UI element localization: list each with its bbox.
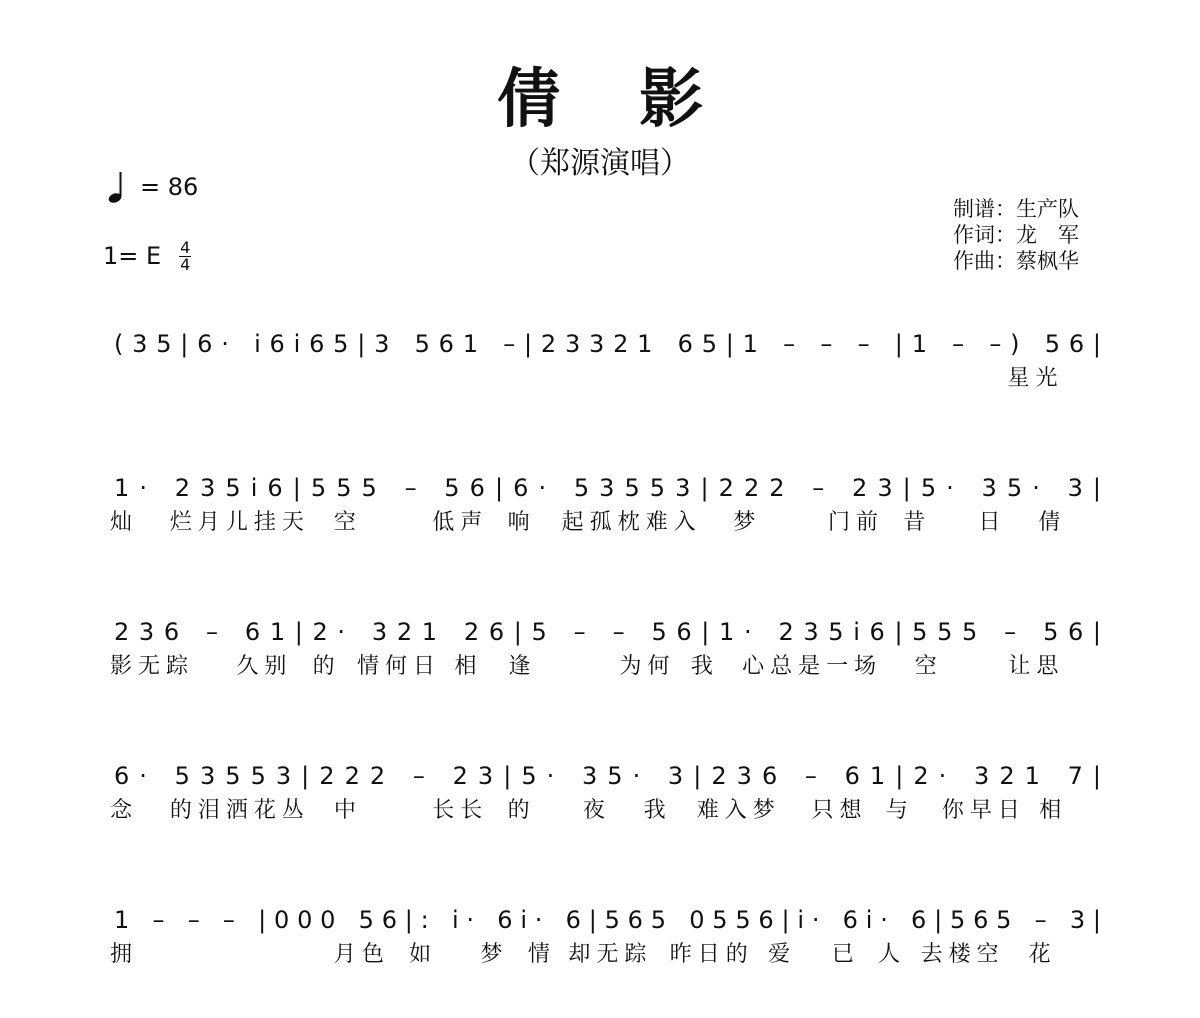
lyrics-line bbox=[110, 940, 1105, 970]
lyric-word: 起孤枕难入 bbox=[561, 510, 702, 535]
lyric-word: 已 bbox=[831, 942, 860, 967]
notation-line bbox=[110, 606, 1105, 658]
score-system-4 bbox=[110, 750, 1105, 840]
lyric-word: 情何日 bbox=[357, 654, 442, 679]
lyric-word: 你早日 bbox=[941, 798, 1026, 823]
score-system-3 bbox=[110, 606, 1105, 696]
notation-text: 1 – – – |000 56|: i· 6i· 6|565 0556|i· 6i· 6|565 – 3| bbox=[114, 906, 1102, 934]
key-signature bbox=[103, 236, 191, 276]
credit-value: 生产队 bbox=[1016, 197, 1079, 221]
credit-value: 龙 军 bbox=[1016, 223, 1079, 247]
lyric-word: 烂月儿挂天 bbox=[169, 510, 310, 535]
notation-text: 1· 235i6|555 – 56|6· 53553|222 – 23|5· 35· 3| bbox=[114, 474, 1101, 502]
credit-label: 作词： bbox=[953, 223, 1016, 247]
key-label: 1= E bbox=[103, 242, 162, 270]
lyric-word: 低声 bbox=[432, 510, 489, 535]
lyrics-line bbox=[110, 364, 1105, 394]
score-system-2 bbox=[110, 462, 1105, 552]
lyric-word: 影无踪 bbox=[110, 654, 195, 679]
lyric-word: 相 bbox=[454, 654, 483, 679]
lyric-word: 花 bbox=[1028, 942, 1057, 967]
lyrics-line bbox=[110, 652, 1105, 682]
notation-text: 6· 53553|222 – 23|5· 35· 3|236 – 61|2· 321 7| bbox=[114, 762, 1101, 790]
lyric-word: 中 bbox=[333, 798, 362, 823]
lyric-word: 为何 bbox=[619, 654, 676, 679]
credit-label: 制谱： bbox=[953, 197, 1016, 221]
lyric-word: 长长 bbox=[432, 798, 489, 823]
notation-text: 236 – 61|2· 321 26|5 – – 56|1· 235i6|555 – 56| bbox=[114, 618, 1101, 646]
notation-line bbox=[110, 462, 1105, 514]
lyrics-line bbox=[110, 508, 1105, 538]
credit-lyricist bbox=[953, 222, 1079, 248]
tempo-value: = 86 bbox=[140, 173, 199, 201]
lyric-word: 只想 bbox=[811, 798, 868, 823]
lyric-word: 相 bbox=[1039, 798, 1068, 823]
time-signature-bottom: 4 bbox=[180, 254, 191, 274]
lyric-word: 倩 bbox=[1038, 510, 1067, 535]
lyric-word: 星光 bbox=[1007, 366, 1064, 391]
credit-label: 作曲： bbox=[953, 249, 1016, 273]
lyric-word: 却无踪 bbox=[568, 942, 653, 967]
lyric-word: 情 bbox=[527, 942, 556, 967]
lyric-word: 爱 bbox=[768, 942, 797, 967]
lyric-word: 的 bbox=[312, 654, 341, 679]
time-signature-top: 4 bbox=[180, 237, 191, 257]
lyric-word: 的 bbox=[507, 798, 536, 823]
credits bbox=[953, 196, 1079, 274]
lyric-word: 念 bbox=[110, 798, 139, 823]
credit-composer bbox=[953, 248, 1079, 274]
notation-line bbox=[110, 318, 1105, 370]
lyric-word: 昔 bbox=[903, 510, 932, 535]
lyric-word: 难入梦 bbox=[696, 798, 781, 823]
lyric-word: 我 bbox=[643, 798, 672, 823]
notation-line bbox=[110, 894, 1105, 946]
lyric-word: 让思 bbox=[1008, 654, 1065, 679]
lyric-word: 空 bbox=[333, 510, 362, 535]
song-title: 倩 影 bbox=[496, 63, 732, 137]
lyric-word: 门前 bbox=[827, 510, 884, 535]
score-system-5 bbox=[110, 894, 1105, 984]
quarter-note-icon bbox=[108, 170, 124, 204]
lyric-word: 梦 bbox=[733, 510, 762, 535]
lyric-word: 夜 bbox=[582, 798, 611, 823]
credit-arranger bbox=[953, 196, 1079, 222]
lyric-word: 月色 bbox=[333, 942, 390, 967]
lyric-word: 梦 bbox=[480, 942, 509, 967]
lyric-word: 灿 bbox=[110, 510, 139, 535]
lyric-word: 日 bbox=[978, 510, 1007, 535]
song-subtitle: （郑源演唱） bbox=[510, 146, 690, 181]
lyric-word: 拥 bbox=[110, 942, 139, 967]
tempo-marking bbox=[108, 170, 198, 204]
lyric-word: 的泪洒花丛 bbox=[169, 798, 310, 823]
lyric-word: 如 bbox=[409, 942, 438, 967]
lyric-word: 人 bbox=[878, 942, 907, 967]
notation-text: (35|6· i6i65|3 561 –|23321 65|1 – – – |1 – –) 56| bbox=[114, 330, 1102, 358]
lyric-word: 与 bbox=[885, 798, 914, 823]
lyric-word: 去楼空 bbox=[920, 942, 1005, 967]
score-system-1 bbox=[110, 318, 1105, 408]
lyric-word: 空 bbox=[914, 654, 943, 679]
time-signature bbox=[179, 237, 191, 274]
lyric-word: 响 bbox=[507, 510, 536, 535]
lyric-word: 心总是一场 bbox=[742, 654, 883, 679]
lyric-word: 逢 bbox=[508, 654, 537, 679]
lyrics-line bbox=[110, 796, 1105, 826]
lyric-word: 我 bbox=[690, 654, 719, 679]
lyric-word: 昨日的 bbox=[669, 942, 754, 967]
lyric-word: 久别 bbox=[236, 654, 293, 679]
notation-line bbox=[110, 750, 1105, 802]
credit-value: 蔡枫华 bbox=[1016, 249, 1079, 273]
